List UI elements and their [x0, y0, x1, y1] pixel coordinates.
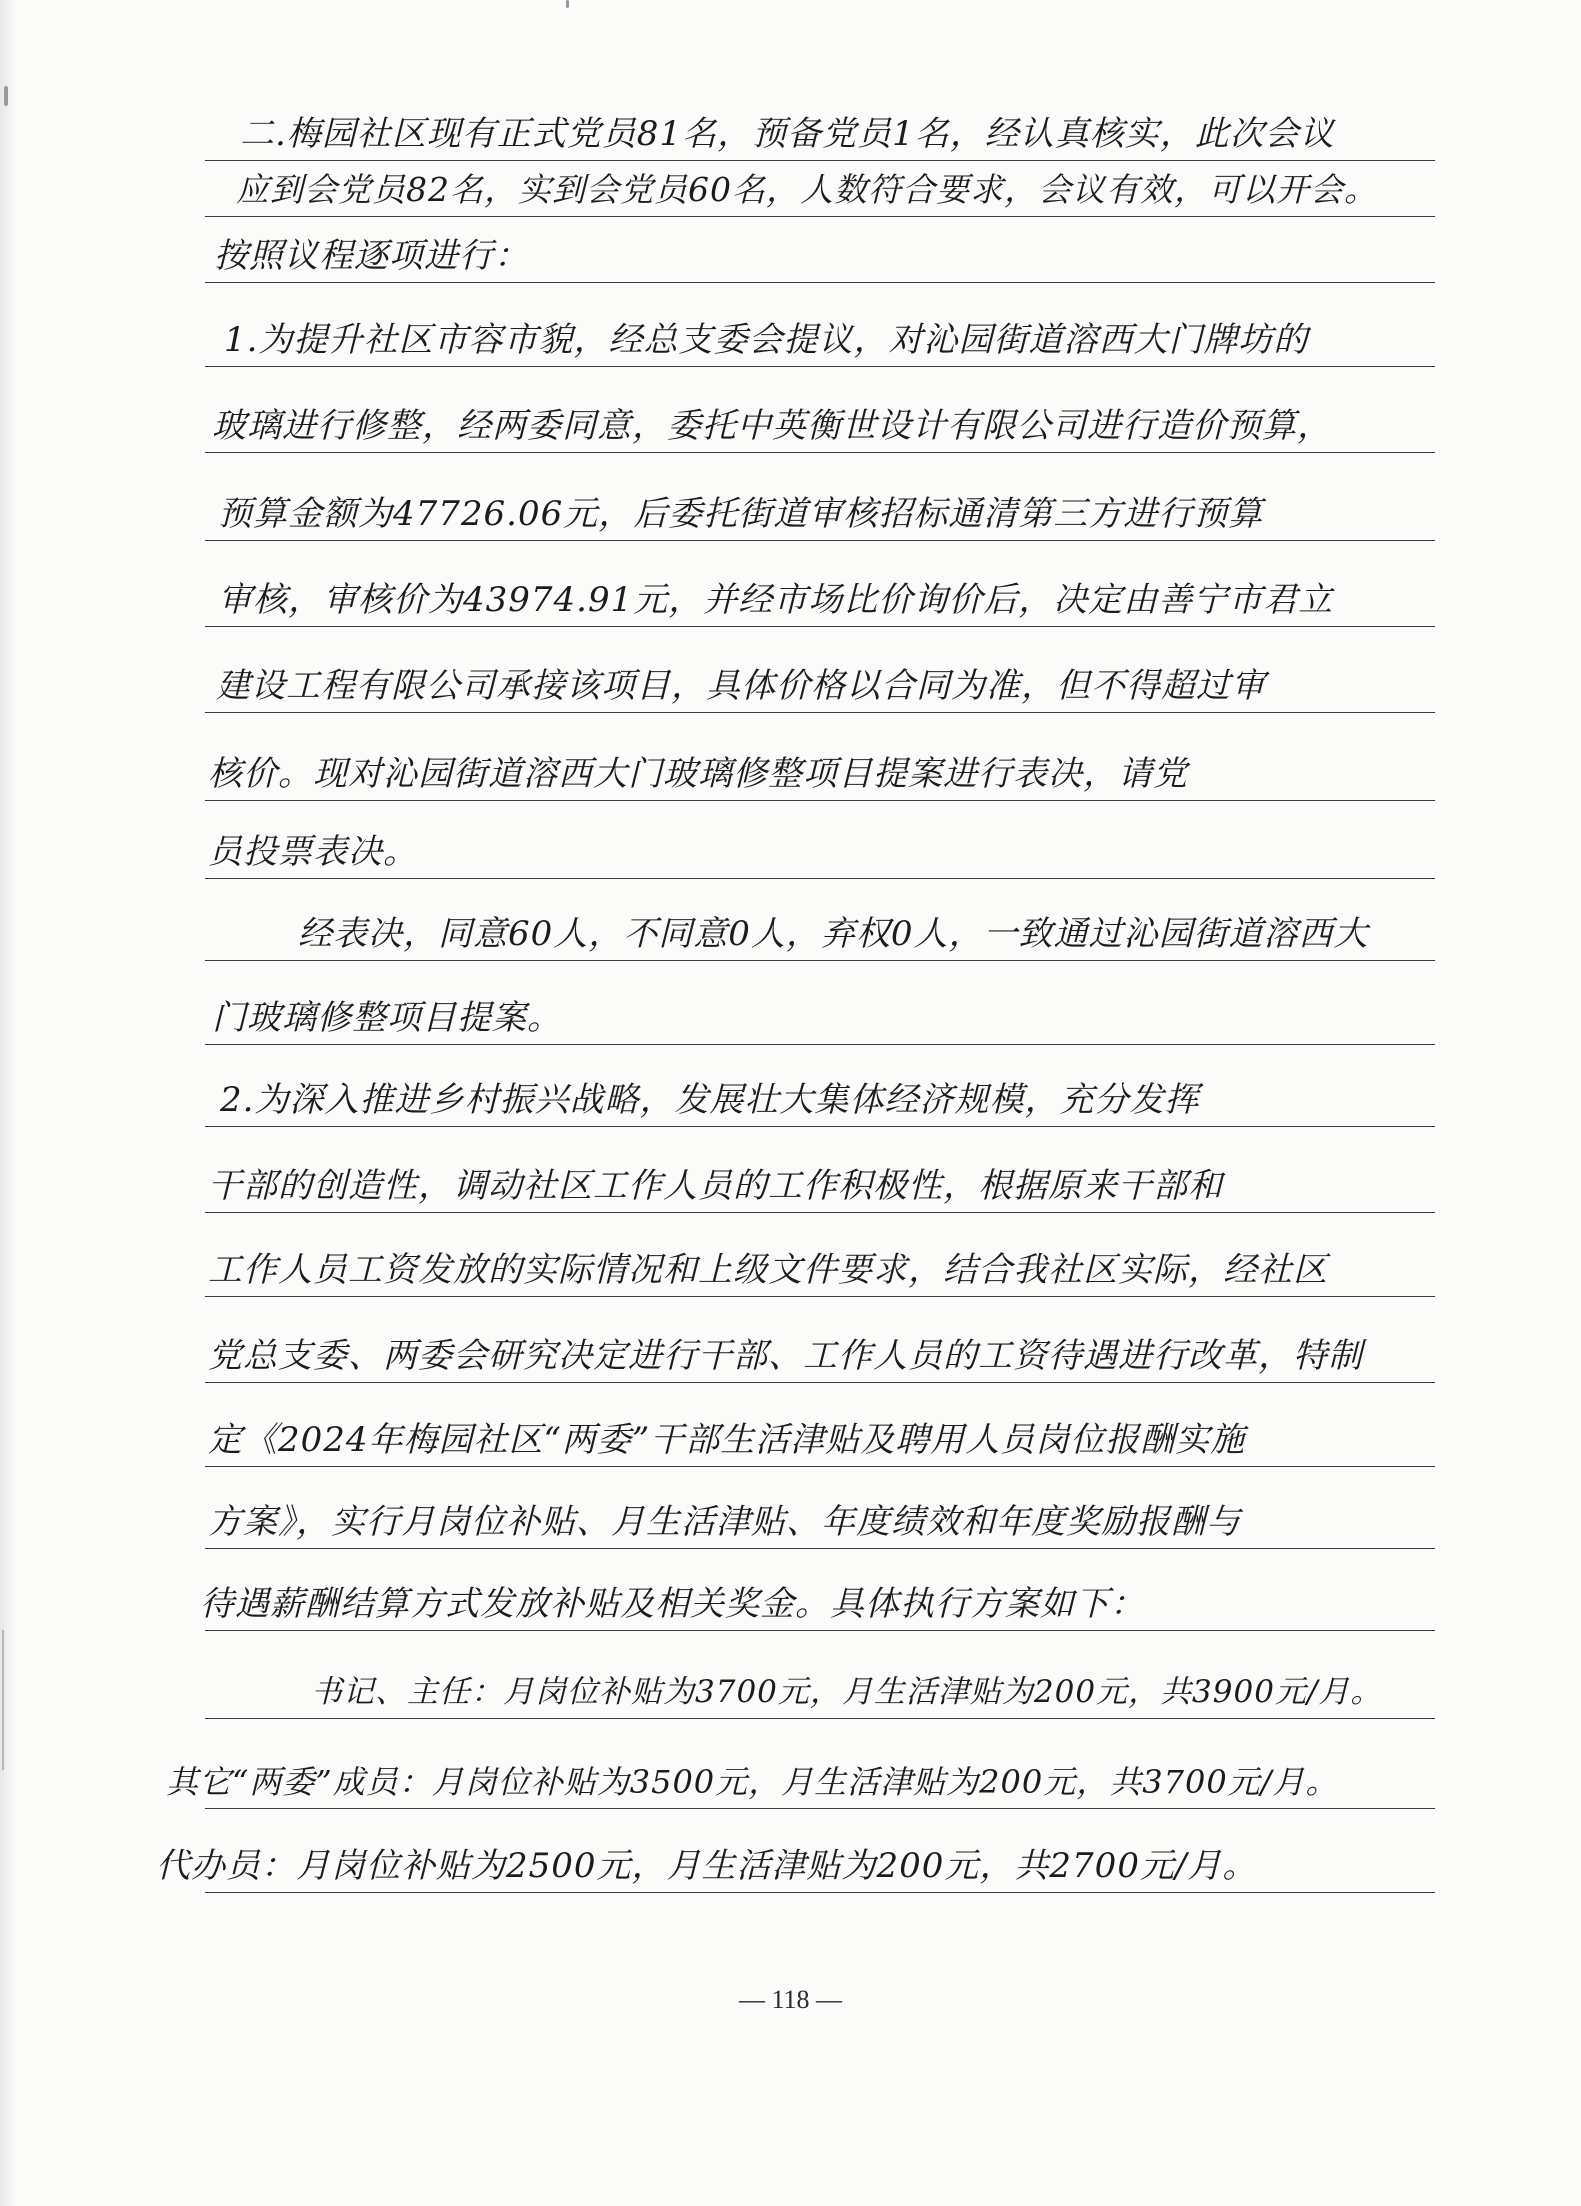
ruled-line	[205, 1382, 1435, 1383]
handwritten-line: 应到会党员82名，实到会党员60名，人数符合要求，会议有效，可以开会。	[236, 170, 1378, 209]
handwritten-line: 书记、主任：月岗位补贴为3700元，月生活津贴为200元，共3900元/月。	[311, 1674, 1383, 1710]
ruled-line	[205, 712, 1435, 713]
handwritten-line: 2.为深入推进乡村振兴战略，发展壮大集体经济规模，充分发挥	[220, 1080, 1200, 1120]
handwritten-line: 1.为提升社区市容市貌，经总支委会提议，对沁园街道溶西大门牌坊的	[224, 320, 1309, 360]
handwritten-line: 审核，审核价为43974.91元，并经市场比价询价后，决定由善宁市君立	[218, 580, 1334, 620]
ruled-line	[205, 216, 1435, 217]
handwritten-line: 干部的创造性，调动社区工作人员的工作积极性，根据原来干部和	[208, 1166, 1223, 1206]
ruled-line	[205, 366, 1435, 367]
ruled-line	[205, 160, 1435, 161]
scan-mark	[4, 86, 8, 106]
ruled-line	[205, 800, 1435, 801]
handwritten-line: 玻璃进行修整，经两委同意，委托中英衡世设计有限公司进行造价预算，	[212, 406, 1332, 446]
handwritten-line: 二.梅园社区现有正式党员81名，预备党员1名，经认真核实，此次会议	[240, 114, 1335, 154]
ruled-line	[205, 1044, 1435, 1045]
ruled-line	[205, 282, 1435, 283]
handwritten-line: 预算金额为47726.06元，后委托街道审核招标通清第三方进行预算	[218, 494, 1264, 534]
ruled-line	[205, 1296, 1435, 1297]
ruled-line	[205, 1630, 1435, 1631]
handwritten-line: 代办员：月岗位补贴为2500元，月生活津贴为200元，共2700元/月。	[156, 1846, 1258, 1886]
ruled-line	[205, 452, 1435, 453]
ruled-line	[205, 1808, 1435, 1809]
handwritten-line: 经表决，同意60人，不同意0人，弃权0人，一致通过沁园街道溶西大	[298, 914, 1369, 954]
ruled-line	[205, 1126, 1435, 1127]
page-number: — 118 —	[738, 1985, 843, 2014]
ruled-line	[205, 540, 1435, 541]
ruled-line	[205, 1892, 1435, 1893]
ruled-line	[205, 626, 1435, 627]
handwritten-line: 其它“两委”成员：月岗位补贴为3500元，月生活津贴为200元，共3700元/月。	[166, 1763, 1339, 1801]
ruled-line	[205, 960, 1435, 961]
ruled-line	[205, 878, 1435, 879]
handwritten-line: 核价。现对沁园街道溶西大门玻璃修整项目提案进行表决，请党	[208, 754, 1188, 794]
scan-mark	[2, 1630, 4, 1770]
handwritten-line: 工作人员工资发放的实际情况和上级文件要求，结合我社区实际，经社区	[208, 1250, 1328, 1290]
scan-mark	[566, 0, 569, 8]
handwritten-line: 定《2024年梅园社区“两委”干部生活津贴及聘用人员岗位报酬实施	[208, 1420, 1246, 1460]
handwritten-line: 方案》，实行月岗位补贴、月生活津贴、年度绩效和年度奖励报酬与	[208, 1502, 1241, 1542]
ruled-line	[205, 1466, 1435, 1467]
scan-edge-shadow	[0, 0, 16, 2206]
ruled-line	[205, 1548, 1435, 1549]
handwritten-line: 待遇薪酬结算方式发放补贴及相关奖金。具体执行方案如下：	[200, 1584, 1145, 1624]
handwritten-line: 按照议程逐项进行：	[214, 236, 529, 276]
handwritten-line: 门玻璃修整项目提案。	[212, 998, 562, 1038]
handwritten-line: 党总支委、两委会研究决定进行干部、工作人员的工资待遇进行改革，特制	[208, 1336, 1363, 1376]
handwritten-line: 员投票表决。	[208, 832, 418, 872]
handwritten-line: 建设工程有限公司承接该项目，具体价格以合同为准，但不得超过审	[216, 666, 1266, 706]
ruled-line	[205, 1212, 1435, 1213]
ruled-line	[205, 1718, 1435, 1719]
